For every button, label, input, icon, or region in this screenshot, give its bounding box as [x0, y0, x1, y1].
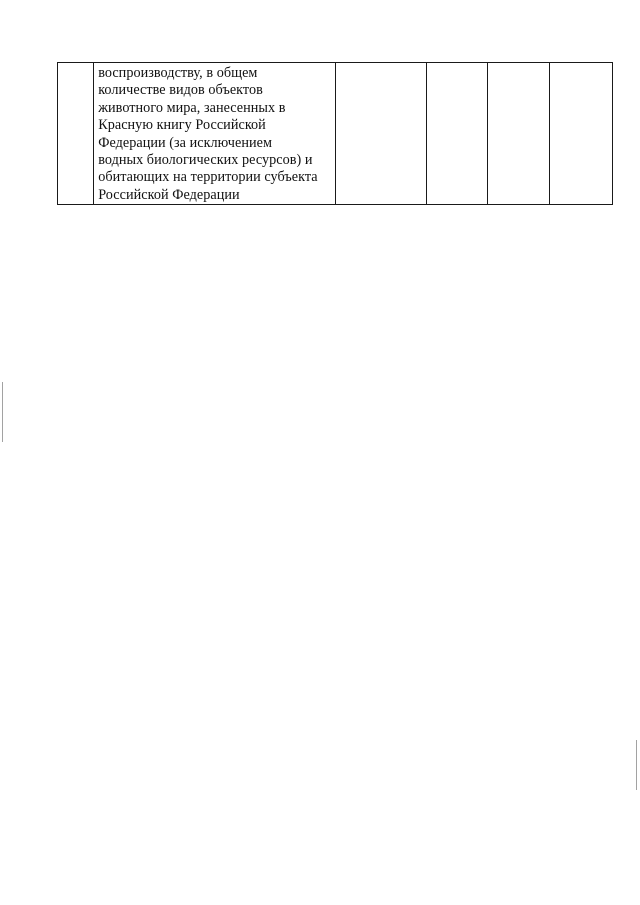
value-cell-4 [549, 63, 612, 205]
scan-artifact-left [2, 382, 3, 442]
row-number-cell [58, 63, 94, 205]
indicator-name-text: воспроизводству, в общем количестве видов объектов животного мира, занесенных в Красную книгу Российской Федерации (за исключением водных биологических ресурсов) и обитающих на территории субъекта Российской Федерации [98, 65, 318, 203]
value-cell-3 [488, 63, 549, 205]
scan-artifact-right [636, 740, 637, 790]
value-cell-2 [426, 63, 487, 205]
value-cell-1 [336, 63, 426, 205]
table-row [58, 63, 613, 205]
indicator-name-cell [94, 63, 336, 205]
indicator-table [57, 62, 613, 205]
